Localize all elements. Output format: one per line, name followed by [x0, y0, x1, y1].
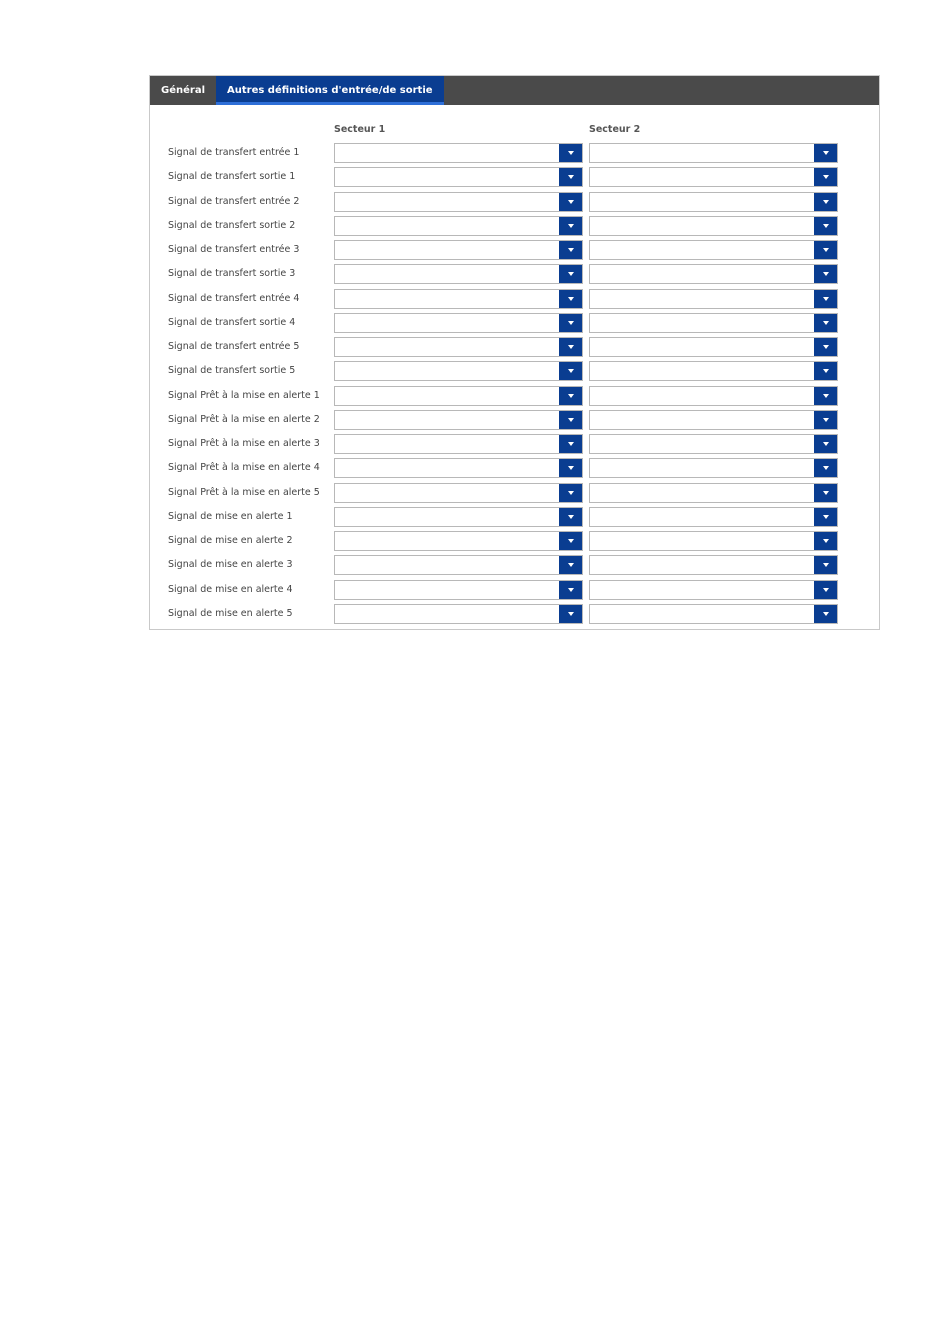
dropdown-button[interactable]	[559, 144, 582, 162]
chevron-down-icon	[568, 466, 574, 470]
chevron-down-icon	[823, 200, 829, 204]
dropdown-button[interactable]	[814, 508, 837, 526]
column-header-sector-1: Secteur 1	[334, 124, 386, 135]
dropdown-button[interactable]	[559, 314, 582, 332]
select-value	[335, 387, 559, 405]
sector-1-select[interactable]	[334, 143, 583, 163]
sector-1-select[interactable]	[334, 434, 583, 454]
chevron-down-icon	[823, 248, 829, 252]
tab-bar	[150, 76, 879, 105]
sector-2-select[interactable]	[589, 337, 838, 357]
chevron-down-icon	[568, 588, 574, 592]
chevron-down-icon	[823, 539, 829, 543]
chevron-down-icon	[568, 491, 574, 495]
sector-2-select[interactable]	[589, 531, 838, 551]
chevron-down-icon	[823, 272, 829, 276]
signal-label: Signal de transfert entrée 4	[168, 292, 300, 304]
chevron-down-icon	[568, 539, 574, 543]
dropdown-button[interactable]	[814, 605, 837, 623]
dropdown-button[interactable]	[559, 168, 582, 186]
dropdown-button[interactable]	[559, 387, 582, 405]
sector-1-select[interactable]	[334, 604, 583, 624]
select-value	[590, 435, 814, 453]
signal-label: Signal de transfert entrée 3	[168, 244, 300, 255]
select-value	[590, 387, 814, 405]
chevron-down-icon	[823, 321, 829, 325]
sector-2-select[interactable]	[589, 167, 838, 187]
select-value	[335, 459, 559, 477]
sector-2-select[interactable]	[589, 192, 838, 212]
sector-2-select[interactable]	[589, 361, 838, 381]
chevron-down-icon	[568, 200, 574, 204]
select-value	[590, 217, 814, 235]
sector-2-select[interactable]	[589, 240, 838, 260]
dropdown-button[interactable]	[814, 265, 837, 283]
sector-1-select[interactable]	[334, 555, 583, 575]
signal-rows	[150, 143, 879, 628]
chevron-down-icon	[568, 394, 574, 398]
sector-1-select[interactable]	[334, 386, 583, 406]
sector-2-select[interactable]	[589, 580, 838, 600]
dropdown-button[interactable]	[814, 581, 837, 599]
signal-label: Signal Prêt à la mise en alerte 5	[168, 486, 320, 498]
dropdown-button[interactable]	[814, 387, 837, 405]
select-value	[590, 532, 814, 550]
chevron-down-icon	[823, 563, 829, 567]
dropdown-button[interactable]	[559, 265, 582, 283]
select-value	[335, 144, 559, 162]
signal-label: Signal Prêt à la mise en alerte 3	[168, 438, 320, 449]
chevron-down-icon	[823, 612, 829, 616]
select-value	[335, 314, 559, 332]
select-value	[335, 484, 559, 502]
chevron-down-icon	[568, 563, 574, 567]
select-value	[590, 290, 814, 308]
chevron-down-icon	[823, 394, 829, 398]
sector-1-select[interactable]	[334, 167, 583, 187]
dropdown-button[interactable]	[559, 532, 582, 550]
select-value	[590, 459, 814, 477]
select-value	[335, 338, 559, 356]
select-value	[335, 581, 559, 599]
signal-label: Signal de transfert sortie 5	[168, 365, 296, 377]
chevron-down-icon	[823, 466, 829, 470]
select-value	[335, 290, 559, 308]
select-value	[590, 411, 814, 429]
dropdown-button[interactable]	[814, 435, 837, 453]
select-value	[335, 362, 559, 380]
sector-1-select[interactable]	[334, 507, 583, 527]
sector-2-select[interactable]	[589, 458, 838, 478]
signal-row	[150, 555, 879, 579]
sector-2-select[interactable]	[589, 434, 838, 454]
signal-label: Signal de mise en alerte 4	[168, 583, 293, 595]
io-definitions-panel	[149, 75, 880, 630]
signal-label: Signal de mise en alerte 3	[168, 559, 293, 571]
column-header-sector-2: Secteur 2	[589, 124, 641, 135]
signal-label: Signal de transfert entrée 1	[168, 147, 300, 158]
chevron-down-icon	[568, 515, 574, 519]
select-value	[335, 217, 559, 235]
sector-1-select[interactable]	[334, 313, 583, 333]
sector-2-select[interactable]	[589, 216, 838, 236]
sector-1-select[interactable]	[334, 289, 583, 309]
dropdown-button[interactable]	[559, 338, 582, 356]
sector-2-select[interactable]	[589, 507, 838, 527]
signal-row	[150, 289, 879, 313]
dropdown-button[interactable]	[559, 508, 582, 526]
dropdown-button[interactable]	[814, 532, 837, 550]
select-value	[590, 556, 814, 574]
dropdown-button[interactable]	[559, 459, 582, 477]
dropdown-button[interactable]	[814, 362, 837, 380]
signal-label: Signal de transfert entrée 5	[168, 341, 300, 352]
sector-1-select[interactable]	[334, 410, 583, 430]
select-value	[335, 435, 559, 453]
chevron-down-icon	[568, 297, 574, 301]
select-value	[590, 241, 814, 259]
sector-1-select[interactable]	[334, 580, 583, 600]
select-value	[335, 193, 559, 211]
chevron-down-icon	[568, 442, 574, 446]
chevron-down-icon	[823, 224, 829, 228]
dropdown-button[interactable]	[814, 459, 837, 477]
chevron-down-icon	[823, 418, 829, 422]
signal-row	[150, 264, 879, 288]
sector-1-select[interactable]	[334, 361, 583, 381]
signal-row	[150, 313, 879, 337]
chevron-down-icon	[568, 248, 574, 252]
signal-row	[150, 143, 879, 167]
chevron-down-icon	[823, 297, 829, 301]
sector-2-select[interactable]	[589, 483, 838, 503]
signal-label: Signal Prêt à la mise en alerte 1	[168, 389, 320, 401]
signal-row	[150, 240, 879, 264]
signal-row	[150, 216, 879, 240]
signal-label: Signal de transfert sortie 1	[168, 171, 296, 183]
dropdown-button[interactable]	[559, 411, 582, 429]
signal-row	[150, 361, 879, 385]
signal-row	[150, 337, 879, 361]
dropdown-button[interactable]	[814, 144, 837, 162]
select-value	[335, 241, 559, 259]
chevron-down-icon	[823, 369, 829, 373]
dropdown-button[interactable]	[814, 241, 837, 259]
signal-row	[150, 483, 879, 507]
signal-row	[150, 192, 879, 216]
chevron-down-icon	[823, 151, 829, 155]
tab-other-io-definitions[interactable]: Autres définitions d'entrée/de sortie	[216, 76, 444, 105]
chevron-down-icon	[568, 612, 574, 616]
chevron-down-icon	[823, 442, 829, 446]
signal-label: Signal de mise en alerte 2	[168, 535, 293, 546]
dropdown-button[interactable]	[814, 484, 837, 502]
select-value	[590, 314, 814, 332]
sector-2-select[interactable]	[589, 264, 838, 284]
signal-label: Signal de transfert entrée 2	[168, 195, 300, 207]
dropdown-button[interactable]	[559, 362, 582, 380]
signal-label: Signal de transfert sortie 3	[168, 268, 296, 280]
select-value	[335, 508, 559, 526]
chevron-down-icon	[823, 491, 829, 495]
sector-2-select[interactable]	[589, 410, 838, 430]
chevron-down-icon	[568, 151, 574, 155]
dropdown-button[interactable]	[559, 193, 582, 211]
dropdown-button[interactable]	[559, 241, 582, 259]
select-value	[590, 144, 814, 162]
sector-1-select[interactable]	[334, 483, 583, 503]
signal-label: Signal de mise en alerte 5	[168, 607, 293, 619]
dropdown-button[interactable]	[814, 217, 837, 235]
chevron-down-icon	[568, 224, 574, 228]
signal-label: Signal de transfert sortie 2	[168, 219, 296, 231]
sector-2-select[interactable]	[589, 143, 838, 163]
select-value	[590, 265, 814, 283]
chevron-down-icon	[568, 369, 574, 373]
signal-row	[150, 604, 879, 628]
dropdown-button[interactable]	[814, 338, 837, 356]
signal-row	[150, 434, 879, 458]
select-value	[335, 265, 559, 283]
sector-2-select[interactable]	[589, 604, 838, 624]
signal-label: Signal Prêt à la mise en alerte 2	[168, 413, 320, 425]
select-value	[590, 168, 814, 186]
dropdown-button[interactable]	[814, 193, 837, 211]
select-value	[590, 605, 814, 623]
dropdown-button[interactable]	[559, 290, 582, 308]
dropdown-button[interactable]	[814, 411, 837, 429]
dropdown-button[interactable]	[559, 217, 582, 235]
dropdown-button[interactable]	[814, 314, 837, 332]
chevron-down-icon	[568, 345, 574, 349]
dropdown-button[interactable]	[559, 556, 582, 574]
select-value	[590, 338, 814, 356]
chevron-down-icon	[823, 515, 829, 519]
dropdown-button[interactable]	[814, 290, 837, 308]
sector-2-select[interactable]	[589, 289, 838, 309]
signal-row	[150, 410, 879, 434]
sector-1-select[interactable]	[334, 531, 583, 551]
chevron-down-icon	[823, 175, 829, 179]
chevron-down-icon	[823, 345, 829, 349]
signal-row	[150, 386, 879, 410]
chevron-down-icon	[823, 588, 829, 592]
sector-1-select[interactable]	[334, 458, 583, 478]
sector-2-select[interactable]	[589, 555, 838, 575]
dropdown-button[interactable]	[814, 168, 837, 186]
signal-row	[150, 167, 879, 191]
dropdown-button[interactable]	[559, 435, 582, 453]
signal-row	[150, 580, 879, 604]
dropdown-button[interactable]	[559, 605, 582, 623]
sector-1-select[interactable]	[334, 240, 583, 260]
sector-1-select[interactable]	[334, 264, 583, 284]
select-value	[590, 508, 814, 526]
signal-label: Signal Prêt à la mise en alerte 4	[168, 462, 320, 474]
sector-1-select[interactable]	[334, 192, 583, 212]
signal-row	[150, 507, 879, 531]
select-value	[590, 484, 814, 502]
sector-2-select[interactable]	[589, 313, 838, 333]
signal-label: Signal de transfert sortie 4	[168, 316, 296, 328]
sector-1-select[interactable]	[334, 337, 583, 357]
select-value	[335, 168, 559, 186]
signal-row	[150, 531, 879, 555]
select-value	[335, 411, 559, 429]
sector-2-select[interactable]	[589, 386, 838, 406]
dropdown-button[interactable]	[814, 556, 837, 574]
tab-general[interactable]: Général	[161, 85, 205, 96]
dropdown-button[interactable]	[559, 581, 582, 599]
dropdown-button[interactable]	[559, 484, 582, 502]
select-value	[335, 556, 559, 574]
chevron-down-icon	[568, 321, 574, 325]
select-value	[335, 605, 559, 623]
chevron-down-icon	[568, 418, 574, 422]
chevron-down-icon	[568, 175, 574, 179]
column-headers	[150, 124, 879, 138]
select-value	[590, 193, 814, 211]
select-value	[590, 362, 814, 380]
select-value	[590, 581, 814, 599]
chevron-down-icon	[568, 272, 574, 276]
sector-1-select[interactable]	[334, 216, 583, 236]
signal-label: Signal de mise en alerte 1	[168, 510, 293, 522]
select-value	[335, 532, 559, 550]
signal-row	[150, 458, 879, 482]
